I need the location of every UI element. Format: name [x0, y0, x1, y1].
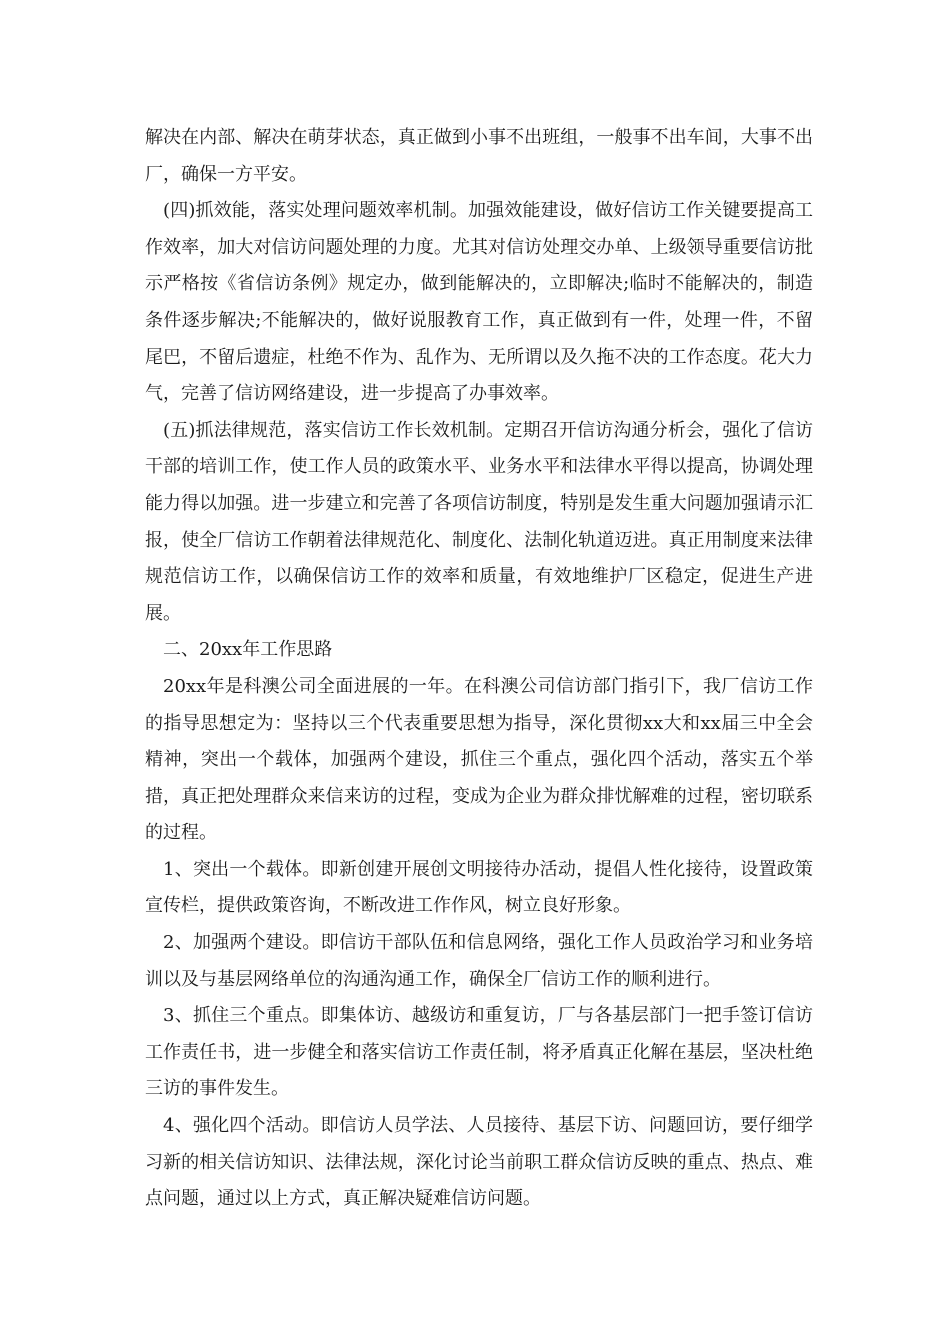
document-body: [145, 120, 813, 1218]
list-item-1: 1、突出一个载体。即新创建开展创文明接待办活动，提倡人性化接待，设置政策宣传栏，提供政策咨询，不断改进工作作风，树立良好形象。: [145, 858, 813, 917]
paragraph-3: (五)抓法律规范，落实信访工作长效机制。定期召开信访沟通分析会，强化了信访干部的培训工作，使工作人员的政策水平、业务水平和法律水平得以提高，协调处理能力得以加强。进一步建立和完善了各项信访制度，特别是发生重大问题加强请示汇报，使全厂信访工作朝着法律规范化、制度化、法制化轨道迈进。真正用制度来法律规范信访工作，以确保信访工作的效率和质量，有效地维护厂区稳定，促进生产进展。: [145, 419, 813, 624]
paragraph-1: 解决在内部、解决在萌芽状态，真正做到小事不出班组，一般事不出车间，大事不出厂，确保一方平安。: [145, 127, 813, 185]
list-item-2: 2、加强两个建设。即信访干部队伍和信息网络，强化工作人员政治学习和业务培训以及与基层网络单位的沟通沟通工作，确保全厂信访工作的顺利进行。: [145, 932, 813, 990]
paragraph-5: 20xx年是科澳公司全面进展的一年。在科澳公司信访部门指引下，我厂信访工作的指导思想定为：坚持以三个代表重要思想为指导，深化贯彻xx大和xx届三中全会精神，突出一个载体，加强两个建设，抓住三个重点，强化四个活动，落实五个举措，真正把处理群众来信来访的过程，变成为企业为群众排忧解难的过程，密切联系的过程。: [145, 675, 813, 844]
list-item-3: 3、抓住三个重点。即集体访、越级访和重复访，厂与各基层部门一把手签订信访工作责任书，进一步健全和落实信访工作责任制，将矛盾真正化解在基层，坚决杜绝三访的事件发生。: [145, 1005, 813, 1100]
list-item-4: 4、强化四个活动。即信访人员学法、人员接待、基层下访、问题回访，要仔细学习新的相关信访知识、法律法规，深化讨论当前职工群众信访反映的重点、热点、难点问题，通过以上方式，真正解决疑难信访问题。: [145, 1115, 813, 1210]
paragraph-2: (四)抓效能，落实处理问题效率机制。加强效能建设，做好信访工作关键要提高工作效率，加大对信访问题处理的力度。尤其对信访处理交办单、上级领导重要信访批示严格按《省信访条例》规定办，做到能解决的，立即解决;临时不能解决的，制造条件逐步解决;不能解决的，做好说服教育工作，真正做到有一件，处理一件，不留尾巴，不留后遗症，杜绝不作为、乱作为、无所谓以及久拖不决的工作态度。花大力气，完善了信访网络建设，进一步提高了办事效率。: [145, 200, 813, 405]
section-heading: 二、20xx年工作思路: [163, 639, 333, 661]
